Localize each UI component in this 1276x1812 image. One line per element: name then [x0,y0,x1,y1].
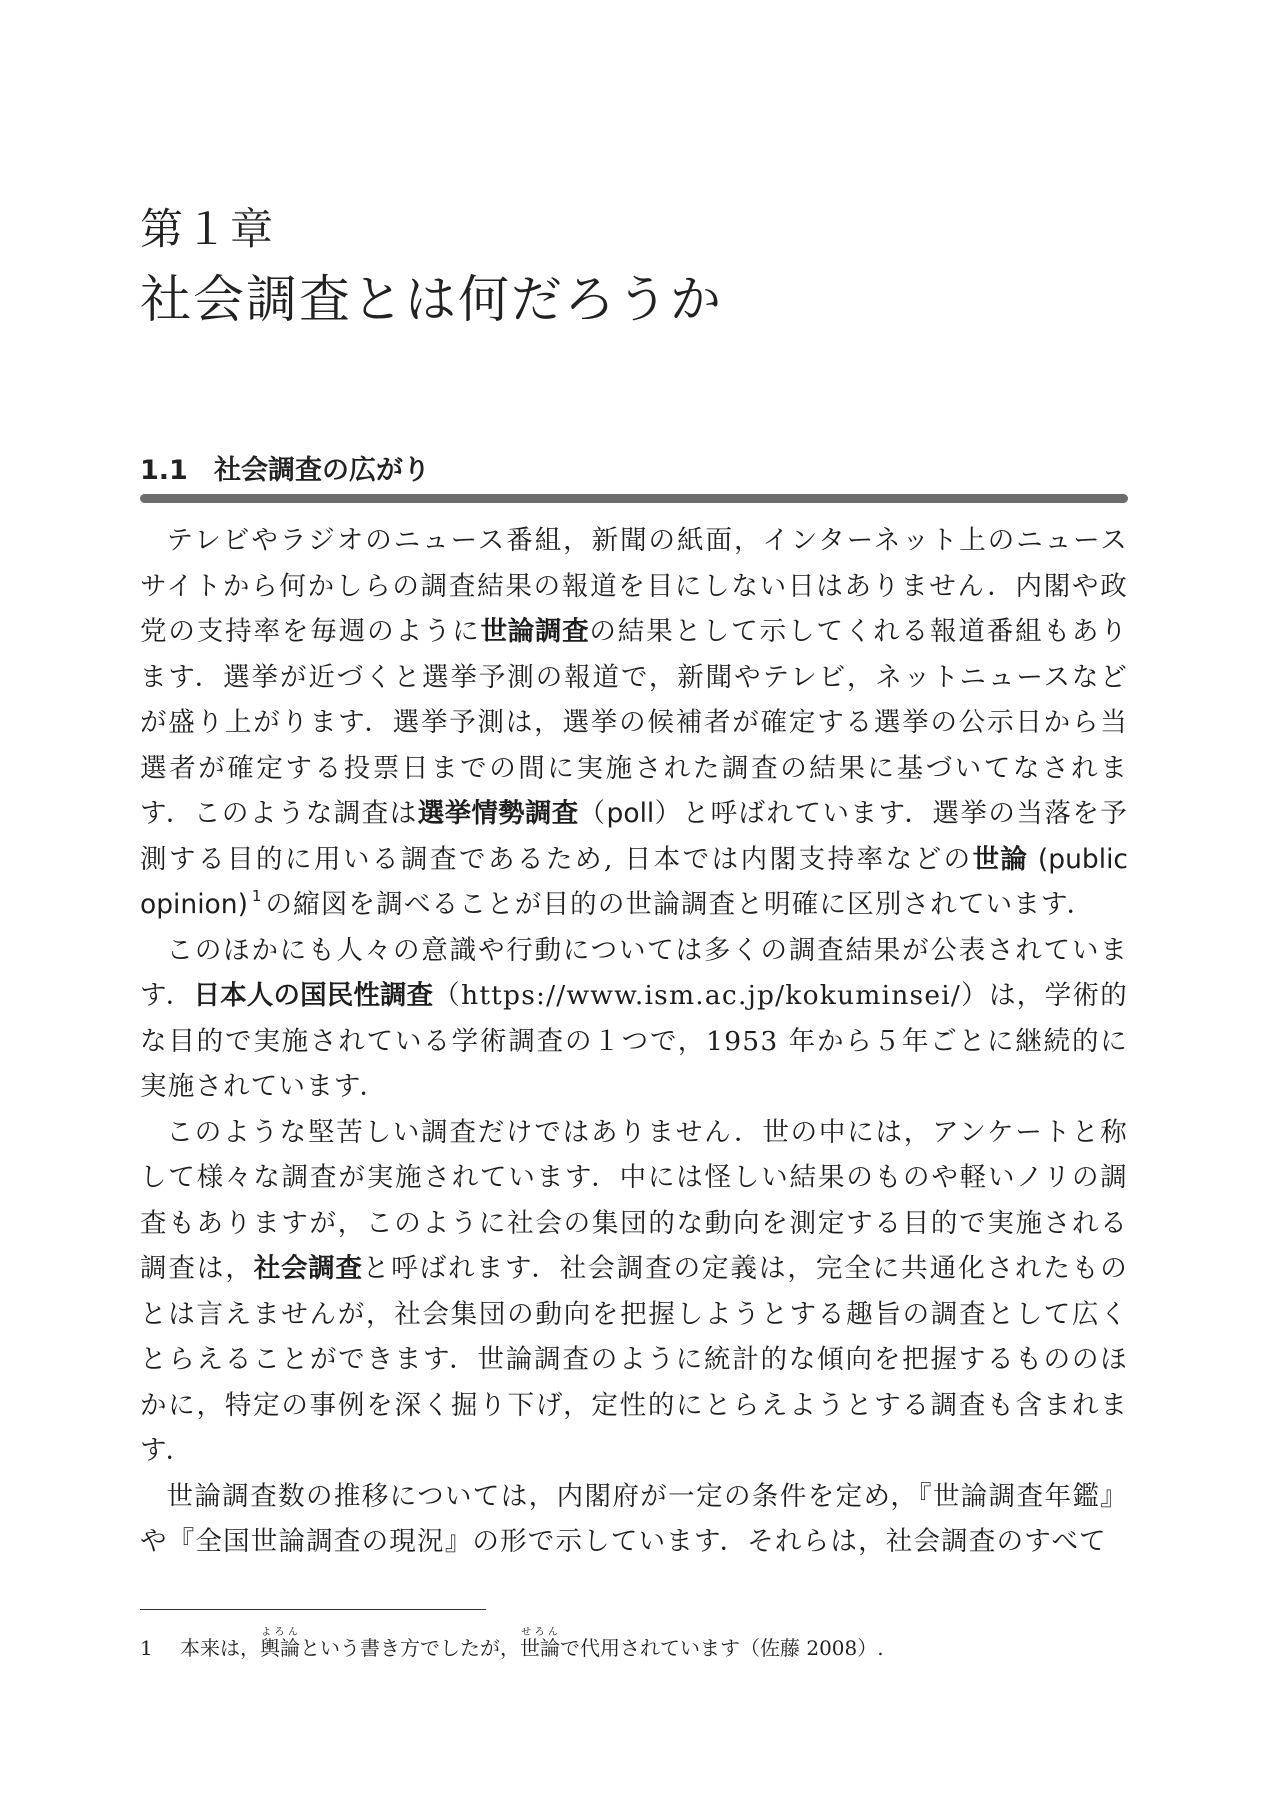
ruby-base: 世論 [520,1636,560,1660]
paragraph-4: 世論調査数の推移については，内閣府が一定の条件を定め，『世論調査年鑑』や『全国世論調査の現況』の形で示しています．それらは，社会調査のすべて [140,1480,1128,1557]
paragraph-1 [140,518,1128,928]
text-run: （https://www.ism.ac.jp/kokuminsei/）は，学術的な目的で実施されている学術調査の１つで，1953 年から５年ごとに継続的に実施されています． [140,980,1128,1102]
text-run: このような堅苦しい調査だけではありません．世の中には，アンケートと称して様々な調査が実施されています．中には怪しい結果のものや軽いノリの調査もありますが，このように社会の集団的な動向を測定する目的で実施される調査は， [140,1116,1128,1284]
paragraph-3 [140,1110,1128,1474]
ruby-yoron [260,1627,300,1660]
footnote-text: という書き方でしたが， [300,1636,520,1660]
document-page [140,0,1128,1812]
footnote-text: 本来は， [180,1636,260,1660]
section-divider [140,494,1128,503]
chapter-number: 第１章 [140,205,275,255]
chapter-title: 社会調査とは何だろうか [140,271,724,330]
body-text [140,518,1128,1565]
term-election-poll: 選挙情勢調査 [417,798,579,829]
ruby-reading: せろん [520,1627,560,1638]
ruby-base: 輿論 [260,1636,300,1660]
text-run: の結果として示してくれる報道番組もあります．選挙が近づくと選挙予測の報道で，新聞やテレビ，ネットニュースなどが盛り上がります．選挙予測は，選挙の候補者が確定する選挙の公示日から当選者が確定する投票日までの間に実施された調査の結果に基づいてなされます．このような調査は [140,616,1129,829]
footnote-text: で代用されています（佐藤 2008）. [560,1636,884,1660]
section-title: 社会調査の広がり [214,455,430,486]
ruby-seron [520,1627,560,1660]
text-run: ）と呼ばれています．選挙の当落を予測する目的に用いる調査であるため, 日本では内閣支持率などの [140,798,1129,875]
footnote-reference[interactable]: 1 [251,887,262,905]
term-social-survey: 社会調査 [253,1253,363,1284]
section-number: 1.1 [140,455,188,486]
ruby-reading: よろん [260,1627,300,1638]
footnote-divider [140,1609,486,1610]
term-national-character-survey: 日本人の国民性調査 [193,980,434,1011]
text-run: （ [578,798,607,829]
text-run: テレビやラジオのニュース番組，新聞の紙面，インターネット上のニュースサイトから何かしらの調査結果の報道を目にしない日はありません．内閣や政党の支持率を毎週のように [140,525,1128,647]
text-run: の縮図を調べることが目的の世論調査と明確に区別されています． [265,889,1095,920]
term-public-opinion-english: (public opinion) [140,843,1128,920]
footnote-number: 1 [140,1636,153,1660]
term-public-opinion: 世論 [972,843,1029,875]
text-run: このほかにも人々の意識や行動については多くの調査結果が公表されています． [140,934,1128,1011]
paragraph-2 [140,928,1128,1110]
text-run: と呼ばれます．社会調査の定義は，完全に共通化されたものとは言えませんが，社会集団の動向を把握しようとする趣旨の調査として広くとらえることができます．世論調査のように統計的な傾向を把握するもののほかに，特定の事例を深く掘り下げ，定性的にとらえようとする調査も含まれます． [140,1253,1129,1466]
section-heading [140,449,1128,493]
term-public-opinion-poll: 世論調査 [480,616,590,647]
term-poll-english: poll [606,798,655,829]
footnote [140,1627,1128,1666]
